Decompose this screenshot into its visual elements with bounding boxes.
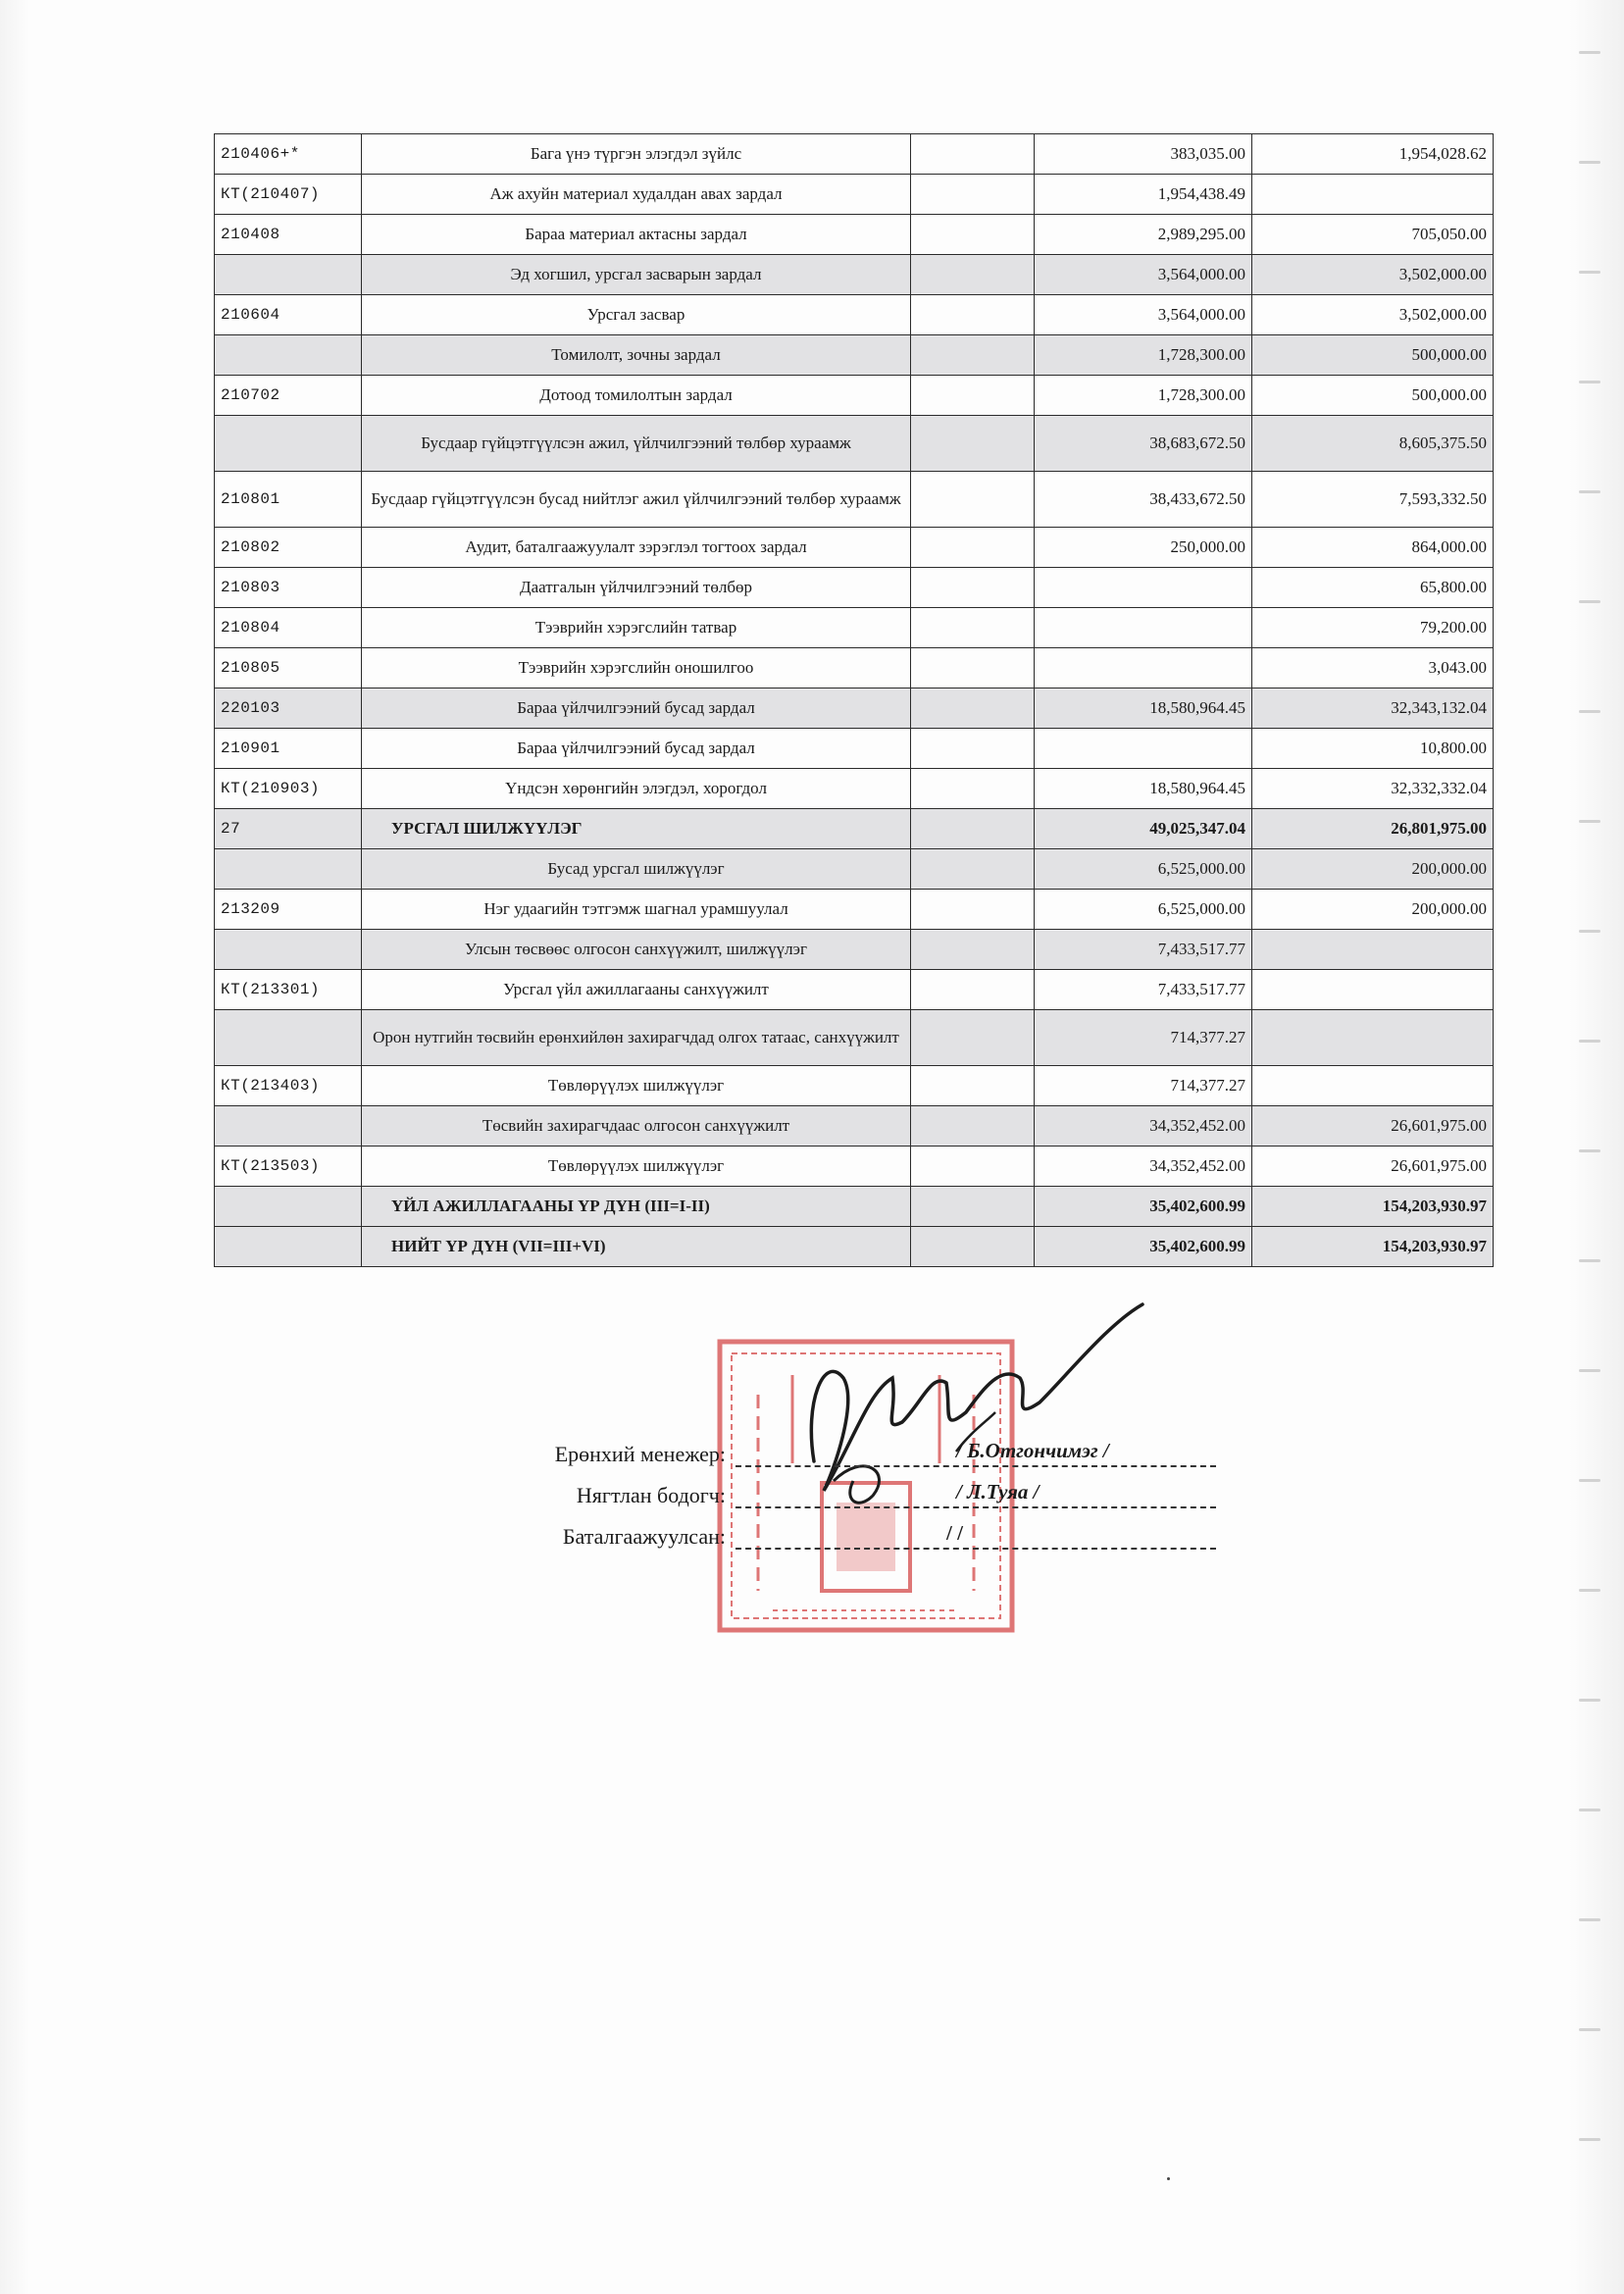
row-value-current: 34,352,452.00 [1035,1147,1252,1187]
table-row [215,376,1494,416]
row-spacer [911,608,1035,648]
row-spacer [911,528,1035,568]
row-description: Төсвийн захирагчдаас олгосон санхүүжилт [362,1106,911,1147]
row-value-current: 2,989,295.00 [1035,215,1252,255]
row-spacer [911,335,1035,376]
row-value-current [1035,648,1252,688]
row-description: Төвлөрүүлэх шилжүүлэг [362,1066,911,1106]
row-description: Дотоод томилолтын зардал [362,376,911,416]
row-code: 210702 [215,376,362,416]
table-row [215,1187,1494,1227]
row-value-previous: 154,203,930.97 [1252,1227,1494,1267]
row-code: КТ(213403) [215,1066,362,1106]
row-code: 213209 [215,890,362,930]
verified-signature-row [490,1514,1255,1550]
accountant-label: Нягтлан бодогч: [576,1483,726,1507]
row-description: Бараа үйлчилгээний бусад зардал [362,729,911,769]
row-value-previous: 154,203,930.97 [1252,1187,1494,1227]
row-spacer [911,1106,1035,1147]
row-value-previous: 3,502,000.00 [1252,255,1494,295]
signature-block [490,1432,1255,1555]
row-description: Аудит, баталгаажуулалт зэрэглэл тогтоох зардал [362,528,911,568]
manager-name: / Б.Отгончимэг / [956,1439,1109,1462]
table-row [215,608,1494,648]
row-value-current: 18,580,964.45 [1035,769,1252,809]
row-code: КТ(213301) [215,970,362,1010]
row-description: Нэг удаагийн тэтгэмж шагнал урамшуулал [362,890,911,930]
row-spacer [911,295,1035,335]
row-value-current [1035,608,1252,648]
row-value-previous: 500,000.00 [1252,376,1494,416]
row-code: КТ(213503) [215,1147,362,1187]
table-row [215,295,1494,335]
row-spacer [911,1147,1035,1187]
table-row [215,1227,1494,1267]
row-value-current: 3,564,000.00 [1035,255,1252,295]
row-description: Бараа үйлчилгээний бусад зардал [362,688,911,729]
row-spacer [911,769,1035,809]
row-value-previous: 79,200.00 [1252,608,1494,648]
row-spacer [911,648,1035,688]
row-spacer [911,1187,1035,1227]
row-spacer [911,1227,1035,1267]
row-spacer [911,688,1035,729]
table-row [215,1147,1494,1187]
row-code [215,335,362,376]
row-value-previous: 26,601,975.00 [1252,1106,1494,1147]
table-row [215,215,1494,255]
row-description: Урсгал үйл ажиллагааны санхүүжилт [362,970,911,1010]
row-value-current: 383,035.00 [1035,134,1252,175]
row-spacer [911,729,1035,769]
row-description: УРСГАЛ ШИЛЖҮҮЛЭГ [362,809,911,849]
row-spacer [911,134,1035,175]
row-value-previous: 7,593,332.50 [1252,472,1494,528]
verified-name: / / [946,1521,963,1545]
accountant-name: / Л.Туяа / [956,1480,1040,1504]
row-value-current: 1,728,300.00 [1035,376,1252,416]
row-code [215,1187,362,1227]
table-row [215,175,1494,215]
row-spacer [911,1066,1035,1106]
row-description: Бусдаар гүйцэтгүүлсэн ажил, үйлчилгээний төлбөр хураамж [362,416,911,472]
row-spacer [911,175,1035,215]
row-code: 210802 [215,528,362,568]
table-row [215,134,1494,175]
row-value-current: 35,402,600.99 [1035,1187,1252,1227]
row-value-current: 714,377.27 [1035,1010,1252,1066]
row-value-current: 38,683,672.50 [1035,416,1252,472]
row-value-previous: 10,800.00 [1252,729,1494,769]
row-description: Бусад урсгал шилжүүлэг [362,849,911,890]
row-code [215,849,362,890]
row-value-previous [1252,930,1494,970]
table-row [215,890,1494,930]
row-value-previous [1252,970,1494,1010]
row-value-current: 250,000.00 [1035,528,1252,568]
row-spacer [911,809,1035,849]
row-code [215,416,362,472]
row-description: Үндсэн хөрөнгийн элэгдэл, хорогдол [362,769,911,809]
row-value-current: 35,402,600.99 [1035,1227,1252,1267]
table-row [215,472,1494,528]
row-value-previous: 864,000.00 [1252,528,1494,568]
row-code: КТ(210903) [215,769,362,809]
table-row [215,1066,1494,1106]
row-code [215,1106,362,1147]
row-description: Бараа материал актасны зардал [362,215,911,255]
row-value-current: 38,433,672.50 [1035,472,1252,528]
row-value-current: 49,025,347.04 [1035,809,1252,849]
verified-signature-line [736,1521,1216,1550]
table-row [215,568,1494,608]
row-spacer [911,215,1035,255]
row-value-current [1035,568,1252,608]
row-value-previous [1252,1066,1494,1106]
row-description: ҮЙЛ АЖИЛЛАГААНЫ ҮР ДҮН (III=I-II) [362,1187,911,1227]
row-code [215,930,362,970]
table-row [215,688,1494,729]
row-value-previous: 200,000.00 [1252,890,1494,930]
row-spacer [911,890,1035,930]
row-value-previous [1252,175,1494,215]
row-description: Аж ахуйн материал худалдан авах зардал [362,175,911,215]
table-row [215,849,1494,890]
row-code: КТ(210407) [215,175,362,215]
table-row [215,648,1494,688]
manager-signature-row [490,1432,1255,1467]
row-value-previous [1252,1010,1494,1066]
row-code: 210801 [215,472,362,528]
row-value-previous: 26,801,975.00 [1252,809,1494,849]
table-body [215,134,1494,1267]
row-description: Эд хогшил, урсгал засварын зардал [362,255,911,295]
row-spacer [911,1010,1035,1066]
row-description: Төвлөрүүлэх шилжүүлэг [362,1147,911,1187]
table-row [215,970,1494,1010]
row-code [215,1010,362,1066]
row-value-current [1035,729,1252,769]
row-code: 210804 [215,608,362,648]
row-spacer [911,930,1035,970]
manager-label: Ерөнхий менежер: [554,1442,726,1466]
row-code [215,1227,362,1267]
row-value-current: 1,954,438.49 [1035,175,1252,215]
accountant-signature-row [490,1473,1255,1508]
row-value-previous: 705,050.00 [1252,215,1494,255]
row-value-current: 1,728,300.00 [1035,335,1252,376]
row-description: НИЙТ ҮР ДҮН (VII=III+VI) [362,1227,911,1267]
row-description: Урсгал засвар [362,295,911,335]
table-row [215,769,1494,809]
table-row [215,255,1494,295]
row-code: 210803 [215,568,362,608]
table-row [215,930,1494,970]
row-spacer [911,376,1035,416]
row-value-previous: 3,502,000.00 [1252,295,1494,335]
financial-report-table [214,133,1494,1267]
row-code: 210408 [215,215,362,255]
row-value-current: 18,580,964.45 [1035,688,1252,729]
table-row [215,1106,1494,1147]
manager-signature-line [736,1439,1216,1467]
row-value-previous: 500,000.00 [1252,335,1494,376]
row-value-previous: 65,800.00 [1252,568,1494,608]
row-value-current: 714,377.27 [1035,1066,1252,1106]
paper-speck [1167,2177,1170,2180]
row-spacer [911,416,1035,472]
row-description: Тээврийн хэрэгслийн оношилгоо [362,648,911,688]
row-spacer [911,255,1035,295]
row-value-current: 7,433,517.77 [1035,970,1252,1010]
row-code: 210406+* [215,134,362,175]
row-value-current: 6,525,000.00 [1035,890,1252,930]
row-value-current: 34,352,452.00 [1035,1106,1252,1147]
accountant-signature-line [736,1480,1216,1508]
table-row [215,528,1494,568]
row-description: Бусдаар гүйцэтгүүлсэн бусад нийтлэг ажил үйлчилгээний төлбөр хураамж [362,472,911,528]
table-row [215,729,1494,769]
row-value-previous: 8,605,375.50 [1252,416,1494,472]
row-value-previous: 3,043.00 [1252,648,1494,688]
row-code: 210604 [215,295,362,335]
row-description: Даатгалын үйлчилгээний төлбөр [362,568,911,608]
row-value-previous: 32,343,132.04 [1252,688,1494,729]
table-row [215,416,1494,472]
row-code: 210805 [215,648,362,688]
row-value-current: 7,433,517.77 [1035,930,1252,970]
row-value-current: 6,525,000.00 [1035,849,1252,890]
binder-holes [1567,0,1606,2294]
row-spacer [911,970,1035,1010]
row-code: 220103 [215,688,362,729]
row-spacer [911,849,1035,890]
verified-label: Баталгаажуулсан: [562,1524,726,1549]
row-spacer [911,472,1035,528]
row-code: 210901 [215,729,362,769]
row-description: Тээврийн хэрэгслийн татвар [362,608,911,648]
table-row [215,335,1494,376]
row-description: Томилолт, зочны зардал [362,335,911,376]
row-description: Орон нутгийн төсвийн ерөнхийлөн захирагчдад олгох татаас, санхүүжилт [362,1010,911,1066]
table-row [215,809,1494,849]
row-code: 27 [215,809,362,849]
row-code [215,255,362,295]
table-row [215,1010,1494,1066]
row-value-previous: 26,601,975.00 [1252,1147,1494,1187]
row-value-previous: 32,332,332.04 [1252,769,1494,809]
row-value-previous: 1,954,028.62 [1252,134,1494,175]
row-spacer [911,568,1035,608]
row-description: Бага үнэ түргэн элэгдэл зүйлс [362,134,911,175]
row-value-current: 3,564,000.00 [1035,295,1252,335]
row-value-previous: 200,000.00 [1252,849,1494,890]
row-description: Улсын төсвөөс олгосон санхүүжилт, шилжүүлэг [362,930,911,970]
